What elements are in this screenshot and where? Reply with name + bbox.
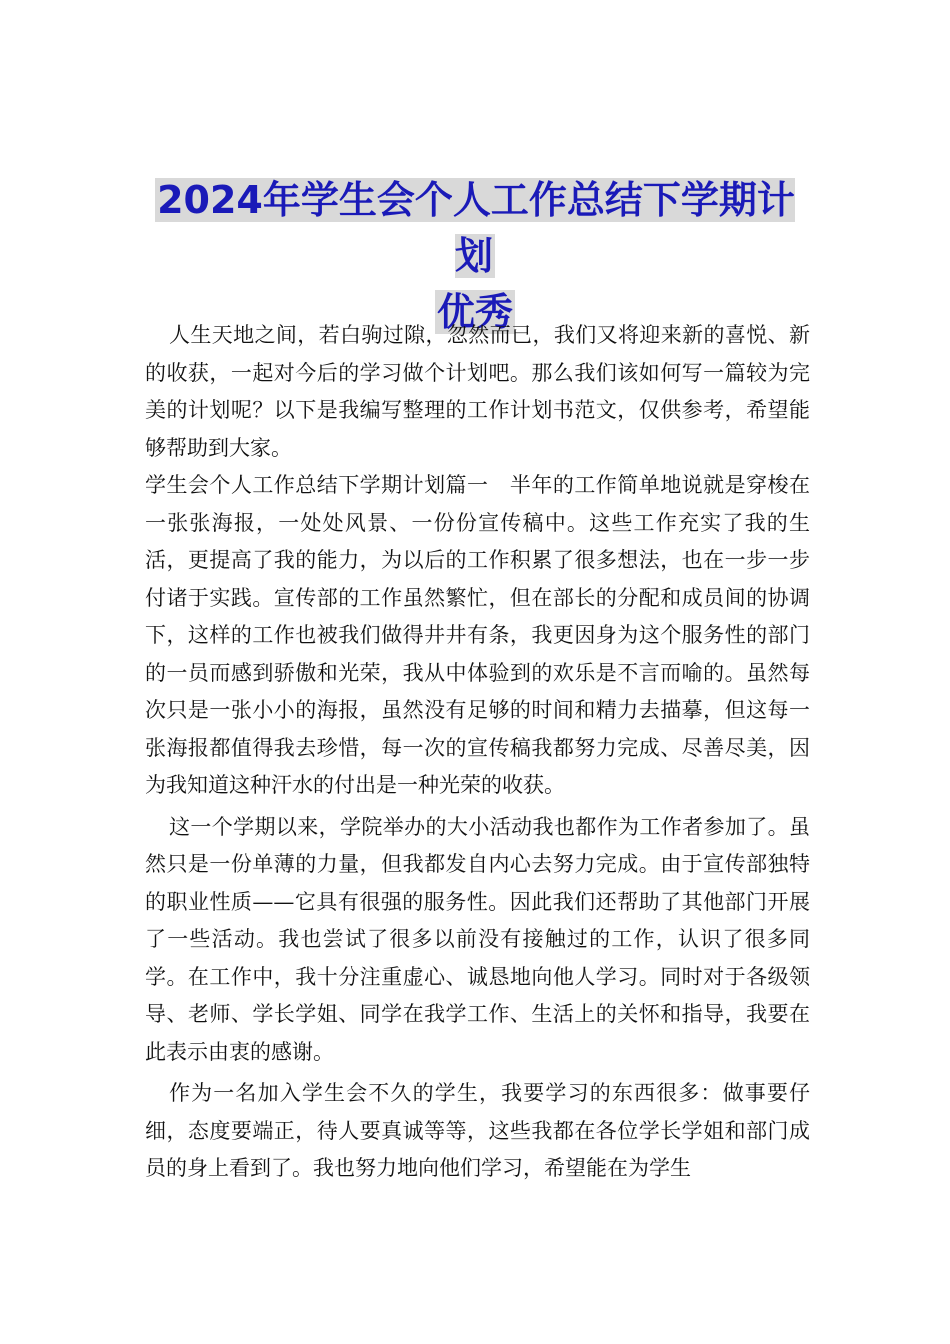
section-one-paragraph: 学生会个人工作总结下学期计划篇一 半年的工作简单地说就是穿梭在一张张海报，一处处风景、一份份宣传稿中。这些工作充实了我的生活，更提高了我的能力，为以后的工作积累了很多想法，也在一步一步付诸于实践。宣传部的工作虽然繁忙，但在部长的分配和成员间的协调下，这样的工作也被我们做得井井有条，我更因身为这个服务性的部门的一员而感到骄傲和光荣，我从中体验到的欢乐是不言而喻的。虽然每次只是一张小小的海报，虽然没有足够的时间和精力去描摹，但这每一张海报都值得我去珍惜，每一次的宣传稿我都努力完成、尽善尽美，因为我知道这种汗水的付出是一种光荣的收获。 [145,473,810,797]
intro-paragraph: 人生天地之间，若白驹过隙，忽然而已，我们又将迎来新的喜悦、新的收获，一起对今后的学习做个计划吧。那么我们该如何写一篇较为完美的计划呢？以下是我编写整理的工作计划书范文，仅供参考，希望能够帮助到大家。 [145,323,810,460]
title-line-2: 优秀 [436,290,513,334]
title-line-1: 2024年学生会个人工作总结下学期计划 [157,178,795,278]
document-title [140,172,810,340]
activities-paragraph: 这一个学期以来，学院举办的大小活动我也都作为工作者参加了。虽然只是一份单薄的力量，但我都发自内心去努力完成。由于宣传部独特的职业性质——它具有很强的服务性。因此我们还帮助了其他部门开展了一些活动。我也尝试了很多以前没有接触过的工作，认识了很多同学。在工作中，我十分注重虚心、诚恳地向他人学习。同时对于各级领导、老师、学长学姐、同学在我学工作、生活上的关怀和指导，我要在此表示由衷的感谢。 [145,814,810,1064]
learning-paragraph: 作为一名加入学生会不久的学生，我要学习的东西很多：做事要仔细，态度要端正，待人要真诚等等，这些我都在各位学长学姐和部门成员的身上看到了。我也努力地向他们学习，希望能在为学生 [145,1081,810,1180]
document-body [145,317,810,1188]
